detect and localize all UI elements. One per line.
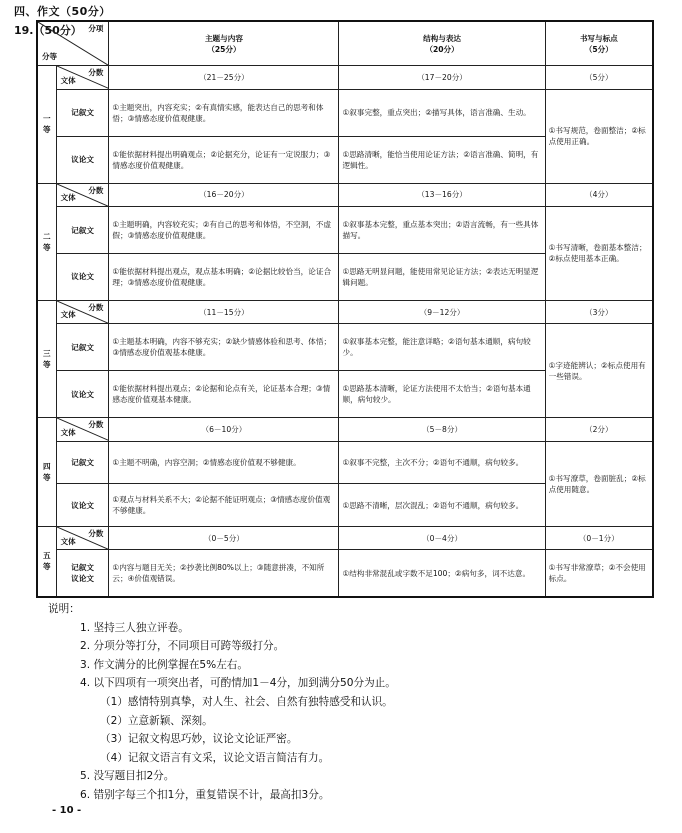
notes-heading: 说明： <box>48 603 80 615</box>
section-title: 四、作文（50分） <box>14 5 111 18</box>
argumentative-structure-criteria: ①思路清晰，能恰当使用论证方法；②语言准确、简明，有逻辑性。 <box>339 136 545 183</box>
header-structure <box>339 21 545 66</box>
note-item: （3）记叙文构思巧妙，议论文论证严密。 <box>100 733 298 746</box>
content-criteria: ①内容与题目无关；②抄袭比例80%以上；③随意拼凑，不知所云；④价值观错误。 <box>109 550 339 597</box>
structure-score: （5－8分） <box>339 418 545 441</box>
grade-label: 四等 <box>37 418 56 527</box>
narrative-label: 记叙文 <box>56 207 109 254</box>
writing-criteria: ①书写规范，卷面整洁；②标点使用正确。 <box>545 89 653 183</box>
note-item: 3. 作文满分的比例掌握在5%左右。 <box>80 658 248 671</box>
writing-score: （0－1分） <box>545 526 653 549</box>
header-row <box>37 21 653 66</box>
narrative-content-criteria: ①主题基本明确，内容不够充实；②缺少情感体验和思考、体悟；③情感态度价值观基本健康。 <box>109 324 339 371</box>
structure-score: （0－4分） <box>339 526 545 549</box>
grade-corner-cell <box>56 66 109 89</box>
argumentative-label: 议论文 <box>56 484 109 527</box>
corner-type-label: 文体 <box>60 310 76 320</box>
score-row <box>37 66 653 89</box>
header-col3-text: 书写与标点 （5分） <box>579 33 618 54</box>
argumentative-structure-criteria: ①思路基本清晰，论证方法使用不太恰当；②语句基本通顺，病句较少。 <box>339 371 545 418</box>
grade-corner-cell <box>56 526 109 549</box>
scoring-table <box>36 20 654 598</box>
score-row <box>37 418 653 441</box>
question-title: 19.（50分） <box>14 24 82 37</box>
corner-score-label: 分数 <box>88 185 104 195</box>
argumentative-content-criteria: ①能依据材料提出观点，观点基本明确；②论据比较恰当，论证合理；③情感态度价值观健康。 <box>109 253 339 300</box>
score-row <box>37 526 653 549</box>
notes-section <box>50 600 650 805</box>
grade-label: 五等 <box>37 526 56 597</box>
note-item: 2. 分项分等打分，不同项目可跨等级打分。 <box>80 640 285 653</box>
argumentative-structure-criteria: ①思路无明显问题，能使用常见论证方法；②表达无明显逻辑问题。 <box>339 253 545 300</box>
narrative-content-criteria: ①主题突出，内容充实；②有真情实感，能表达自己的思考和体悟；③情感态度价值观健康。 <box>109 89 339 136</box>
header-writing <box>545 21 653 66</box>
narrative-row <box>37 207 653 254</box>
structure-score: （13－16分） <box>339 183 545 206</box>
narrative-structure-criteria: ①叙事完整，重点突出；②描写具体，语言准确、生动。 <box>339 89 545 136</box>
writing-criteria: ①书写潦草，卷面脏乱；②标点使用随意。 <box>545 441 653 526</box>
content-score: （6－10分） <box>109 418 339 441</box>
corner-score-label: 分数 <box>88 68 104 78</box>
structure-score: （17－20分） <box>339 66 545 89</box>
narrative-structure-criteria: ①叙事基本完整，重点基本突出；②语言流畅，有一些具体描写。 <box>339 207 545 254</box>
corner-type-label: 文体 <box>60 536 76 546</box>
writing-score: （2分） <box>545 418 653 441</box>
argumentative-label: 议论文 <box>56 253 109 300</box>
header-col2-text: 结构与表达 （20分） <box>423 33 462 54</box>
writing-score: （4分） <box>545 183 653 206</box>
narrative-row <box>37 441 653 484</box>
narrative-content-criteria: ①主题不明确，内容空洞；②情感态度价值观不够健康。 <box>109 441 339 484</box>
content-score: （21－25分） <box>109 66 339 89</box>
writing-criteria: ①书写非常潦草；②不会使用标点。 <box>545 550 653 597</box>
argumentative-content-criteria: ①能依据材料提出明确观点；②论据充分，论证有一定说服力；③情感态度价值观健康。 <box>109 136 339 183</box>
note-item: 1. 坚持三人独立评卷。 <box>80 621 189 634</box>
narrative-structure-criteria: ①叙事基本完整，能注意详略；②语句基本通顺，病句较少。 <box>339 324 545 371</box>
narrative-label: 记叙文 <box>56 324 109 371</box>
narrative-row <box>37 324 653 371</box>
corner-type-label: 文体 <box>60 193 76 203</box>
content-score: （0－5分） <box>109 526 339 549</box>
note-item: （2）立意新颖、深刻。 <box>100 714 213 727</box>
grade-corner-cell <box>56 300 109 323</box>
note-item: 6. 错别字每三个扣1分，重复错误不计，最高扣3分。 <box>80 788 330 801</box>
note-item: （1）感情特别真挚，对人生、社会、自然有独特感受和认识。 <box>100 695 393 708</box>
combined-type-label: 记叙文 议论文 <box>56 550 109 597</box>
structure-score: （9－12分） <box>339 300 545 323</box>
score-row <box>37 183 653 206</box>
narrative-row <box>37 89 653 136</box>
note-item: （4）记叙文语言有文采，议论文语言简洁有力。 <box>100 751 330 764</box>
argumentative-structure-criteria: ①思路不清晰，层次混乱；②语句不通顺，病句较多。 <box>339 484 545 527</box>
writing-criteria: ①字迹能辨认；②标点使用有一些错误。 <box>545 324 653 418</box>
header-corner-left: 分等 <box>42 52 57 62</box>
combined-row <box>37 550 653 597</box>
corner-score-label: 分数 <box>88 302 104 312</box>
writing-score: （5分） <box>545 66 653 89</box>
grade-corner-cell <box>56 183 109 206</box>
narrative-label: 记叙文 <box>56 89 109 136</box>
header-col1-text: 主题与内容 （25分） <box>204 33 243 54</box>
argumentative-content-criteria: ①能依据材料提出观点；②论据和论点有关，论证基本合理；③情感态度价值观基本健康。 <box>109 371 339 418</box>
grade-corner-cell <box>56 418 109 441</box>
note-item: 4. 以下四项有一项突出者，可酌情加1－4分，加到满分50分为止。 <box>80 677 396 690</box>
narrative-structure-criteria: ①叙事不完整，主次不分；②语句不通顺，病句较多。 <box>339 441 545 484</box>
header-content <box>109 21 339 66</box>
grade-label: 三等 <box>37 300 56 417</box>
corner-type-label: 文体 <box>60 75 76 85</box>
grade-label: 一等 <box>37 66 56 183</box>
corner-score-label: 分数 <box>88 528 104 538</box>
corner-type-label: 文体 <box>60 427 76 437</box>
argumentative-content-criteria: ①观点与材料关系不大；②论据不能证明观点；③情感态度价值观不够健康。 <box>109 484 339 527</box>
narrative-label: 记叙文 <box>56 441 109 484</box>
header-corner-right: 分项 <box>88 24 104 33</box>
structure-criteria: ①结构非常混乱或字数不足100；②病句多，词不达意。 <box>339 550 545 597</box>
argumentative-label: 议论文 <box>56 136 109 183</box>
content-score: （16－20分） <box>109 183 339 206</box>
argumentative-label: 议论文 <box>56 371 109 418</box>
writing-score: （3分） <box>545 300 653 323</box>
header-corner-cell <box>37 21 109 66</box>
score-row <box>37 300 653 323</box>
grade-label: 二等 <box>37 183 56 300</box>
writing-criteria: ①书写清晰，卷面基本整洁；②标点使用基本正确。 <box>545 207 653 301</box>
content-score: （11－15分） <box>109 300 339 323</box>
note-item: 5. 没写题目扣2分。 <box>80 770 175 783</box>
narrative-content-criteria: ①主题明确，内容较充实；②有自己的思考和体悟，不空洞，不虚假；③情感态度价值观健康。 <box>109 207 339 254</box>
corner-score-label: 分数 <box>88 420 104 430</box>
page-number: - 10 - <box>52 805 82 816</box>
